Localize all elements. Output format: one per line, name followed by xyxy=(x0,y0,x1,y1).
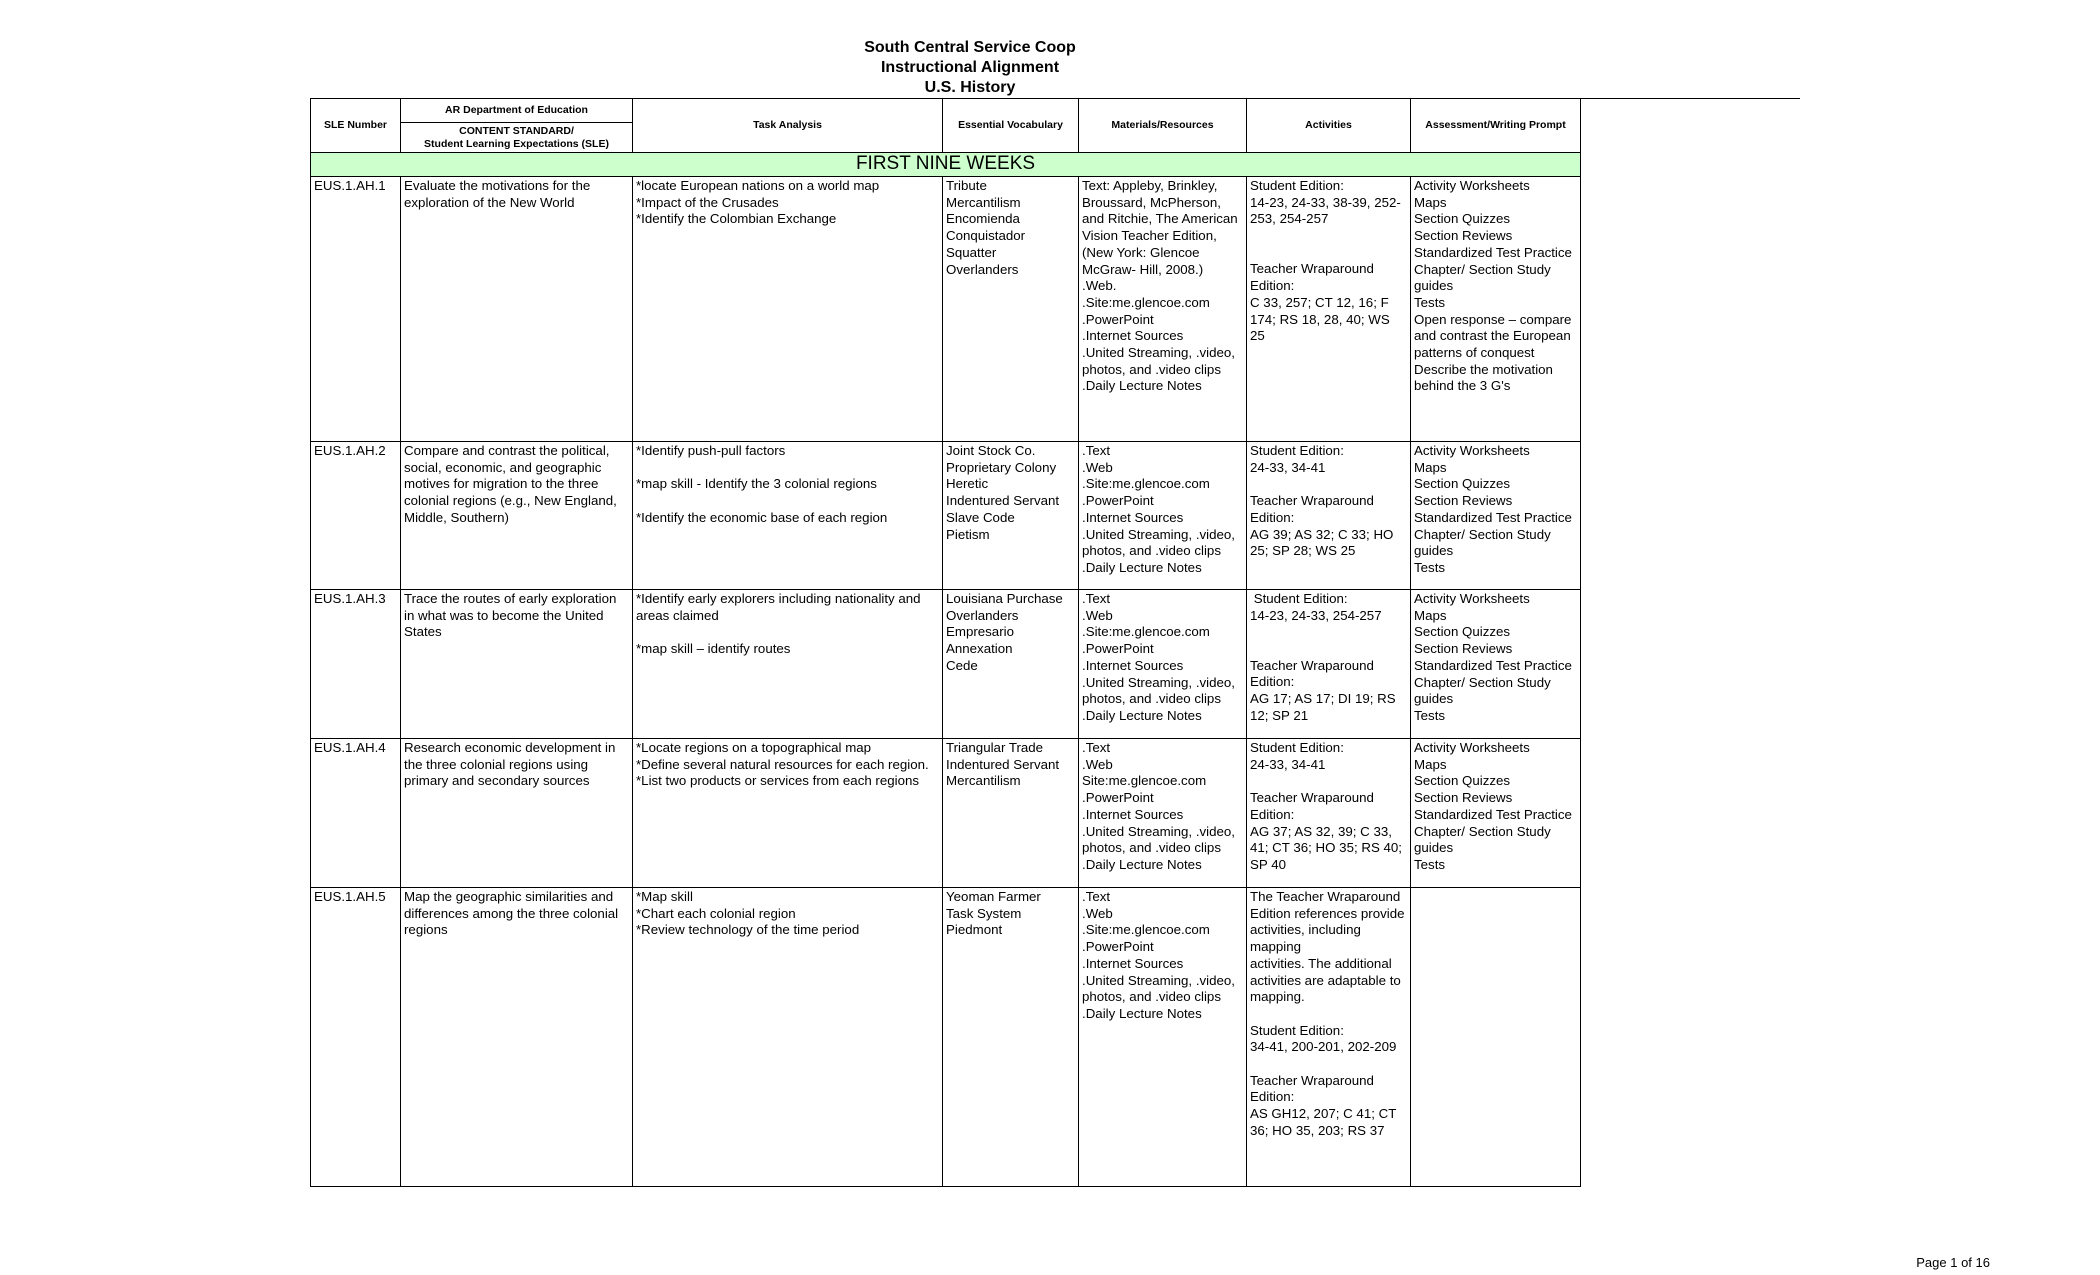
cell-line: Activity Worksheets xyxy=(1414,591,1530,606)
materials-cell xyxy=(1079,739,1247,888)
cell-line: .Text xyxy=(1082,443,1111,458)
cell-line: Tests xyxy=(1414,559,1446,575)
cell-line: *map skill - Identify the 3 colonial regions xyxy=(636,476,877,492)
cell-line: .Internet Sources xyxy=(1082,509,1184,525)
cell-line: Maps xyxy=(1414,194,1447,210)
cell-line: Indentured Servant xyxy=(946,756,1060,772)
cell-line: 36; HO 35, 203; RS 37 xyxy=(1250,1122,1385,1138)
page-number: Page 1 of 16 xyxy=(1916,1255,1990,1270)
cell-line: guides xyxy=(1414,691,1454,707)
cell-line: Edition: xyxy=(1250,1089,1295,1105)
cell-line: Teacher Wraparound xyxy=(1250,657,1374,673)
cell-line: Task System xyxy=(946,905,1022,921)
header-content-standard xyxy=(401,123,633,153)
cell-line: .PowerPoint xyxy=(1082,311,1154,327)
cell-line: Open response – compare xyxy=(1414,311,1572,327)
cell-line: Conquistador xyxy=(946,228,1026,244)
content-standard-cell xyxy=(401,590,633,739)
cell-line: Section Reviews xyxy=(1414,493,1513,509)
cell-line: 174; RS 18, 28, 40; WS 25 xyxy=(1250,311,1394,344)
cell-line xyxy=(1250,624,1407,641)
cell-line: Louisiana Purchase xyxy=(946,591,1063,606)
cell-line: motives for migration to the three xyxy=(404,476,599,492)
cell-line: the three colonial regions using xyxy=(404,756,589,772)
cell-line: differences among the three colonial xyxy=(404,905,619,921)
cell-line: .United Streaming, .video, xyxy=(1082,526,1235,542)
task-analysis-cell xyxy=(633,177,943,442)
cell-line: Edition: xyxy=(1250,806,1295,822)
section-row xyxy=(311,153,1581,177)
cell-line: social, economic, and geographic xyxy=(404,459,602,475)
cell-line: .Daily Lecture Notes xyxy=(1082,559,1202,575)
cell-line: .Daily Lecture Notes xyxy=(1082,378,1202,394)
cell-line xyxy=(1250,773,1407,790)
header-task-analysis: Task Analysis xyxy=(633,99,943,153)
cell-line: photos, and .video clips xyxy=(1082,361,1221,377)
task-analysis-cell xyxy=(633,888,943,1187)
cell-line: Site:me.glencoe.com xyxy=(1082,773,1207,789)
cell-line: activities, including xyxy=(1250,922,1361,938)
header-assessment: Assessment/Writing Prompt xyxy=(1411,99,1581,153)
cell-line: Chapter/ Section Study xyxy=(1414,674,1551,690)
cell-line: 25; SP 28; WS 25 xyxy=(1250,543,1356,559)
task-analysis-cell xyxy=(633,442,943,590)
cell-line: .Internet Sources xyxy=(1082,806,1184,822)
cell-line: .Site:me.glencoe.com xyxy=(1082,294,1210,310)
activities-cell xyxy=(1247,442,1411,590)
cell-line: Yeoman Farmer xyxy=(946,889,1041,904)
cell-line: *Review technology of the time period xyxy=(636,922,860,938)
cell-line: guides xyxy=(1414,278,1454,294)
cell-line: Proprietary Colony xyxy=(946,459,1057,475)
cell-line: 24-33, 34-41 xyxy=(1250,756,1326,772)
cell-line: Teacher Wraparound xyxy=(1250,493,1374,509)
sle-number-cell: EUS.1.AH.5 xyxy=(311,888,401,1187)
cell-line: Vision Teacher Edition, xyxy=(1082,228,1217,244)
assessment-cell xyxy=(1411,590,1581,739)
cell-line: Student Edition: xyxy=(1250,740,1344,755)
cell-line: Trace the routes of early exploration xyxy=(404,591,617,606)
cell-line: Section Quizzes xyxy=(1414,624,1511,640)
cell-line: .Internet Sources xyxy=(1082,657,1184,673)
materials-cell xyxy=(1079,442,1247,590)
essential-vocabulary-cell xyxy=(943,177,1079,442)
cell-line: Teacher Wraparound xyxy=(1250,261,1374,277)
sle-number-cell: EUS.1.AH.2 xyxy=(311,442,401,590)
cell-line: .Web. xyxy=(1082,278,1117,294)
cell-line: Activity Worksheets xyxy=(1414,443,1530,458)
cell-line: Section Reviews xyxy=(1414,641,1513,657)
task-analysis-cell xyxy=(633,739,943,888)
cell-line: .Web xyxy=(1082,607,1113,623)
cell-line: Slave Code xyxy=(946,509,1015,525)
header-content-standard-line-1: CONTENT STANDARD/ xyxy=(459,124,574,137)
cell-line: 34-41, 200-201, 202-209 xyxy=(1250,1039,1397,1055)
cell-line: *Impact of the Crusades xyxy=(636,194,779,210)
cell-line xyxy=(1250,476,1407,493)
content-standard-cell xyxy=(401,177,633,442)
cell-line: (New York: Glencoe xyxy=(1082,244,1200,260)
cell-line: Maps xyxy=(1414,459,1447,475)
cell-line xyxy=(636,493,939,510)
cell-line: *Identify push-pull factors xyxy=(636,443,786,458)
cell-line: Overlanders xyxy=(946,607,1019,623)
cell-line: Text: Appleby, Brinkley, xyxy=(1082,178,1218,193)
cell-line: Student Edition: xyxy=(1250,1022,1344,1038)
cell-line: .Daily Lecture Notes xyxy=(1082,1005,1202,1021)
cell-line: photos, and .video clips xyxy=(1082,691,1221,707)
cell-line: *map skill – identify routes xyxy=(636,641,791,657)
cell-line: regions xyxy=(404,922,448,938)
task-analysis-cell xyxy=(633,590,943,739)
cell-line: 14-23, 24-33, 38-39, 252- xyxy=(1250,194,1401,210)
cell-line: Student Edition: xyxy=(1250,178,1344,193)
cell-line: *List two products or services from each regions xyxy=(636,773,920,789)
content-standard-cell xyxy=(401,888,633,1187)
cell-line: in what was to become the United xyxy=(404,607,604,623)
cell-line: Activity Worksheets xyxy=(1414,740,1530,755)
cell-line: .United Streaming, .video, xyxy=(1082,823,1235,839)
content-standard-cell xyxy=(401,739,633,888)
cell-line: Teacher Wraparound xyxy=(1250,790,1374,806)
cell-line: .Web xyxy=(1082,756,1113,772)
cell-line: colonial regions (e.g., New England, xyxy=(404,493,617,509)
cell-line: Section Reviews xyxy=(1414,790,1513,806)
cell-line: AG 17; AS 17; DI 19; RS xyxy=(1250,691,1396,707)
cell-line: C 33, 257; CT 12, 16; F xyxy=(1250,294,1389,310)
cell-line: Heretic xyxy=(946,476,989,492)
cell-line: Maps xyxy=(1414,756,1447,772)
cell-line xyxy=(636,624,939,641)
cell-line: and Ritchie, The American xyxy=(1082,211,1238,227)
cell-line: primary and secondary sources xyxy=(404,773,590,789)
cell-line: Indentured Servant xyxy=(946,493,1060,509)
cell-line: SP 40 xyxy=(1250,856,1286,872)
alignment-table xyxy=(310,98,1581,1187)
cell-line: Standardized Test Practice xyxy=(1414,509,1572,525)
header-content-standard-line-2: Student Learning Expectations (SLE) xyxy=(424,137,609,150)
cell-line: mapping xyxy=(1250,939,1302,955)
cell-line: McGraw- Hill, 2008.) xyxy=(1082,261,1204,277)
cell-line: 41; CT 36; HO 35; RS 40; xyxy=(1250,840,1403,856)
cell-line: Encomienda xyxy=(946,211,1020,227)
cell-line: Maps xyxy=(1414,607,1447,623)
cell-line: Middle, Southern) xyxy=(404,509,509,525)
cell-line: *locate European nations on a world map xyxy=(636,178,880,193)
cell-line: .Internet Sources xyxy=(1082,328,1184,344)
cell-line: Annexation xyxy=(946,641,1013,657)
cell-line: Student Edition: xyxy=(1250,591,1348,606)
cell-line: activities are adaptable to xyxy=(1250,972,1401,988)
table-body xyxy=(311,153,1581,1187)
cell-line: guides xyxy=(1414,543,1454,559)
cell-line xyxy=(1250,228,1407,245)
table-row xyxy=(311,590,1581,739)
header-activities: Activities xyxy=(1247,99,1411,153)
header-sle-number: SLE Number xyxy=(311,99,401,153)
cell-line: Activity Worksheets xyxy=(1414,178,1530,193)
cell-line: Triangular Trade xyxy=(946,740,1044,755)
cell-line: 12; SP 21 xyxy=(1250,707,1309,723)
cell-line: .Text xyxy=(1082,591,1111,606)
cell-line: The Teacher Wraparound xyxy=(1250,889,1401,904)
assessment-cell xyxy=(1411,177,1581,442)
cell-line: Compare and contrast the political, xyxy=(404,443,610,458)
cell-line: .Text xyxy=(1082,889,1111,904)
cell-line: Research economic development in xyxy=(404,740,616,755)
cell-line: .Site:me.glencoe.com xyxy=(1082,624,1210,640)
cell-line: Edition: xyxy=(1250,278,1295,294)
cell-line: Standardized Test Practice xyxy=(1414,657,1572,673)
cell-line xyxy=(636,460,939,477)
cell-line: .Daily Lecture Notes xyxy=(1082,707,1202,723)
table-row xyxy=(311,739,1581,888)
sle-number-cell: EUS.1.AH.4 xyxy=(311,739,401,888)
cell-line: .United Streaming, .video, xyxy=(1082,674,1235,690)
header-ar-department: AR Department of Education xyxy=(401,99,633,123)
cell-line: patterns of conquest xyxy=(1414,345,1535,361)
cell-line: Chapter/ Section Study xyxy=(1414,261,1551,277)
cell-line: Overlanders xyxy=(946,261,1019,277)
cell-line: *Identify the economic base of each region xyxy=(636,509,888,525)
section-title: FIRST NINE WEEKS xyxy=(311,153,1581,177)
cell-line: AG 39; AS 32; C 33; HO xyxy=(1250,526,1394,542)
cell-line: Edition: xyxy=(1250,674,1295,690)
title-line-2: Instructional Alignment xyxy=(880,59,1060,76)
cell-line: and contrast the European xyxy=(1414,328,1571,344)
cell-line: Joint Stock Co. xyxy=(946,443,1036,458)
header-essential-vocabulary: Essential Vocabulary xyxy=(943,99,1079,153)
cell-line: 253, 254-257 xyxy=(1250,211,1329,227)
document-title xyxy=(0,38,2100,98)
cell-line: .Site:me.glencoe.com xyxy=(1082,922,1210,938)
cell-line: Mercantilism xyxy=(946,194,1021,210)
cell-line: Cede xyxy=(946,657,978,673)
content-standard-cell xyxy=(401,442,633,590)
cell-line: Tests xyxy=(1414,856,1446,872)
cell-line: photos, and .video clips xyxy=(1082,989,1221,1005)
cell-line: 14-23, 24-33, 254-257 xyxy=(1250,607,1382,623)
cell-line: .Daily Lecture Notes xyxy=(1082,856,1202,872)
materials-cell xyxy=(1079,888,1247,1187)
cell-line: .PowerPoint xyxy=(1082,939,1154,955)
cell-line: .United Streaming, .video, xyxy=(1082,345,1235,361)
essential-vocabulary-cell xyxy=(943,888,1079,1187)
cell-line: AG 37; AS 32, 39; C 33, xyxy=(1250,823,1392,839)
cell-line xyxy=(1250,1006,1407,1023)
cell-line: Map the geographic similarities and xyxy=(404,889,614,904)
cell-line: *Identify early explorers including nationality and xyxy=(636,591,921,606)
activities-cell xyxy=(1247,177,1411,442)
cell-line: Section Quizzes xyxy=(1414,476,1511,492)
cell-line: Describe the motivation xyxy=(1414,361,1553,377)
cell-line: Empresario xyxy=(946,624,1014,640)
activities-cell xyxy=(1247,590,1411,739)
cell-line: guides xyxy=(1414,840,1454,856)
title-line-3: U.S. History xyxy=(924,79,1016,96)
cell-line: mapping. xyxy=(1250,989,1305,1005)
essential-vocabulary-cell xyxy=(943,590,1079,739)
cell-line: *Locate regions on a topographical map xyxy=(636,740,872,755)
sle-number-cell: EUS.1.AH.1 xyxy=(311,177,401,442)
essential-vocabulary-cell xyxy=(943,739,1079,888)
cell-line: .Text xyxy=(1082,740,1111,755)
cell-line xyxy=(1250,641,1407,658)
cell-line: Edition: xyxy=(1250,509,1295,525)
cell-line: behind the 3 G's xyxy=(1414,378,1511,394)
cell-line: 24-33, 34-41 xyxy=(1250,459,1326,475)
cell-line: Evaluate the motivations for the xyxy=(404,178,591,193)
cell-line: .Internet Sources xyxy=(1082,955,1184,971)
materials-cell xyxy=(1079,590,1247,739)
cell-line: Broussard, McPherson, xyxy=(1082,194,1221,210)
table-row xyxy=(311,442,1581,590)
cell-line xyxy=(1250,1056,1407,1073)
cell-line: photos, and .video clips xyxy=(1082,543,1221,559)
materials-cell xyxy=(1079,177,1247,442)
cell-line: exploration of the New World xyxy=(404,194,575,210)
sle-number-cell: EUS.1.AH.3 xyxy=(311,590,401,739)
cell-line: *Identify the Colombian Exchange xyxy=(636,211,837,227)
cell-line: AS GH12, 207; C 41; CT xyxy=(1250,1106,1397,1122)
cell-line: Mercantilism xyxy=(946,773,1021,789)
cell-line: .Web xyxy=(1082,905,1113,921)
header-materials-resources: Materials/Resources xyxy=(1079,99,1247,153)
cell-line: Pietism xyxy=(946,526,990,542)
cell-line: *Chart each colonial region xyxy=(636,905,796,921)
title-line-1: South Central Service Coop xyxy=(864,39,1076,56)
cell-line: .United Streaming, .video, xyxy=(1082,972,1235,988)
cell-line: Chapter/ Section Study xyxy=(1414,526,1551,542)
cell-line: *Define several natural resources for each region. xyxy=(636,756,929,772)
assessment-cell xyxy=(1411,888,1581,1187)
cell-line: areas claimed xyxy=(636,607,719,623)
cell-line: .Site:me.glencoe.com xyxy=(1082,476,1210,492)
cell-line: Edition references provide xyxy=(1250,905,1405,921)
activities-cell xyxy=(1247,888,1411,1187)
cell-line: States xyxy=(404,624,442,640)
table-row xyxy=(311,888,1581,1187)
table-row xyxy=(311,177,1581,442)
cell-line: .PowerPoint xyxy=(1082,493,1154,509)
assessment-cell xyxy=(1411,739,1581,888)
cell-line: photos, and .video clips xyxy=(1082,840,1221,856)
cell-line: .Web xyxy=(1082,459,1113,475)
cell-line: Tests xyxy=(1414,707,1446,723)
cell-line: Student Edition: xyxy=(1250,443,1344,458)
cell-line: .PowerPoint xyxy=(1082,790,1154,806)
cell-line: .PowerPoint xyxy=(1082,641,1154,657)
cell-line: Chapter/ Section Study xyxy=(1414,823,1551,839)
cell-line: *Map skill xyxy=(636,889,693,904)
cell-line: Teacher Wraparound xyxy=(1250,1072,1374,1088)
essential-vocabulary-cell xyxy=(943,442,1079,590)
cell-line: activities. The additional xyxy=(1250,955,1392,971)
cell-line: Tribute xyxy=(946,178,987,193)
cell-line: Squatter xyxy=(946,244,997,260)
assessment-cell xyxy=(1411,442,1581,590)
cell-line: Piedmont xyxy=(946,922,1003,938)
cell-line: Standardized Test Practice xyxy=(1414,806,1572,822)
cell-line: Section Quizzes xyxy=(1414,211,1511,227)
cell-line: Section Reviews xyxy=(1414,228,1513,244)
activities-cell xyxy=(1247,739,1411,888)
cell-line xyxy=(1250,245,1407,262)
cell-line: Tests xyxy=(1414,294,1446,310)
cell-line: Section Quizzes xyxy=(1414,773,1511,789)
cell-line: Standardized Test Practice xyxy=(1414,244,1572,260)
